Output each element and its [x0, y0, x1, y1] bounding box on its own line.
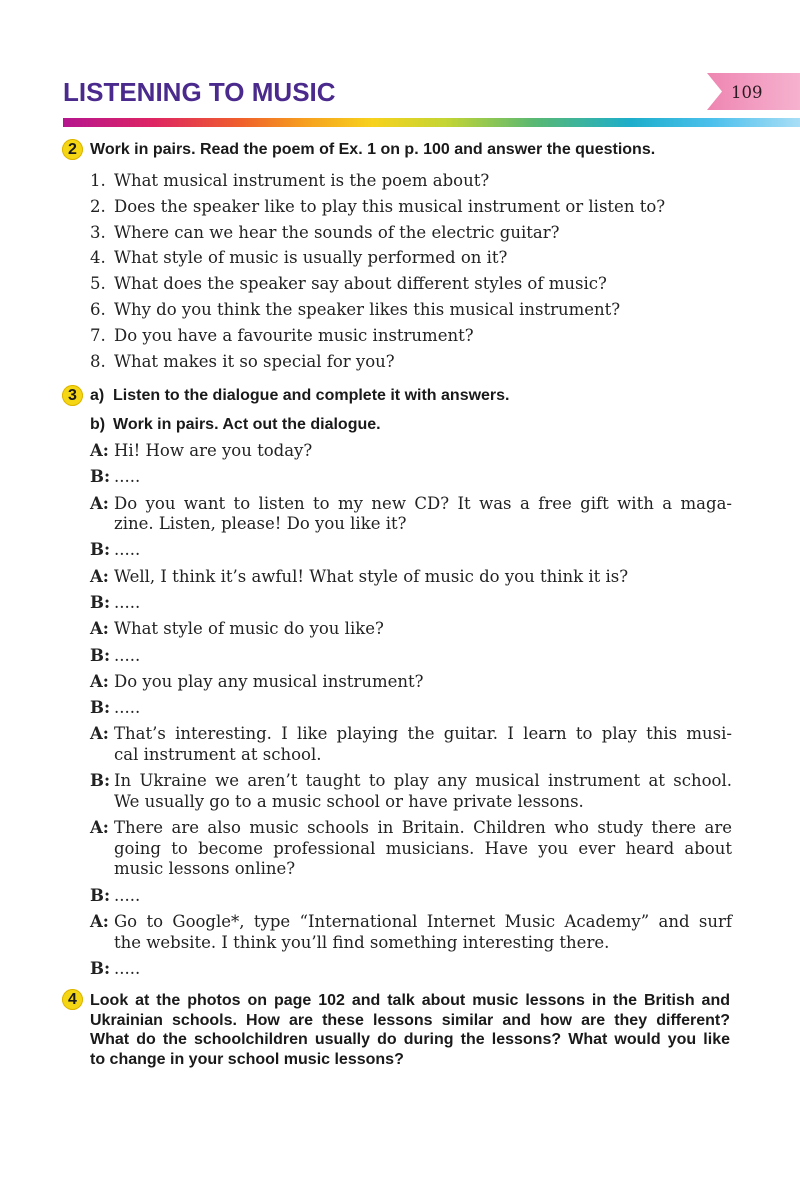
question-text: Where can we hear the sounds of the electric guitar? [114, 222, 560, 242]
dialogue-line [90, 959, 732, 980]
dialogue-line [90, 818, 732, 880]
speaker-label: A: [90, 818, 109, 838]
dialogue-line [90, 540, 732, 561]
question-number: 3. [90, 222, 106, 242]
dialogue-text: music lessons online? [114, 859, 296, 879]
part-a-label: a) [90, 387, 105, 404]
dialogue-line [90, 619, 732, 640]
speaker-label: A: [90, 671, 109, 691]
speaker-label: A: [90, 566, 109, 586]
question-number: 4. [90, 248, 106, 268]
page-title: LISTENING TO MUSIC [63, 77, 336, 107]
dialogue-line [90, 646, 732, 667]
dialogue-text: ..... [114, 698, 141, 718]
dialogue-text: the website. I think you’ll find something interesting there. [114, 932, 610, 952]
speaker-label: A: [90, 493, 109, 513]
question-number: 1. [90, 171, 106, 190]
question-text: Does the speaker like to play this musical instrument or listen to? [114, 196, 666, 216]
dialogue-line [90, 912, 732, 953]
dialogue-line [90, 724, 732, 765]
dialogue-text: cal instrument at school. [114, 745, 322, 764]
exercise-3-badge: 3 [62, 385, 83, 406]
question-number: 8. [90, 351, 106, 371]
page-number: 109 [731, 83, 763, 102]
speaker-label: B: [90, 593, 111, 612]
dialogue-text: ..... [114, 593, 141, 612]
dialogue-text: ..... [114, 645, 141, 665]
question-text: What style of music is usually performed on it? [114, 248, 508, 268]
dialogue-text: Do you want to listen to my new CD? It was a free gift with a maga- [114, 493, 732, 513]
exercise-4-line: Look at the photos on page 102 and talk about music lessons in the British and [90, 992, 730, 1009]
question-item [90, 245, 665, 271]
dialogue-text: going to become professional musicians. Have you ever heard about [114, 838, 732, 858]
question-text: What musical instrument is the poem about? [114, 171, 490, 190]
dialogue-text: We usually go to a music school or have private lessons. [114, 791, 584, 811]
part-b-label: b) [90, 416, 106, 433]
exercise-3b-instruction [90, 415, 381, 435]
part-b-text: Work in pairs. Act out the dialogue. [113, 416, 381, 433]
speaker-label: B: [90, 958, 111, 978]
exercise-2-instruction: Work in pairs. Read the poem of Ex. 1 on p. 100 and answer the questions. [90, 141, 656, 158]
dialogue-text: zine. Listen, please! Do you like it? [114, 514, 407, 534]
speaker-label: B: [90, 885, 111, 905]
dialogue-text: Go to Google*, type “International Internet Music Academy” and surf [114, 911, 732, 931]
dialogue-line [90, 672, 732, 693]
dialogue-text: That’s interesting. I like playing the guitar. I learn to play this musi- [114, 724, 732, 744]
question-text: What does the speaker say about different styles of music? [114, 274, 607, 294]
dialogue-line [90, 593, 732, 614]
speaker-label: A: [90, 911, 109, 931]
dialogue-line [90, 771, 732, 812]
dialogue-line [90, 467, 732, 488]
dialogue-line [90, 886, 732, 907]
question-text: Do you have a favourite music instrument? [114, 325, 474, 345]
question-text: Why do you think the speaker likes this musical instrument? [114, 299, 621, 319]
rainbow-divider [63, 118, 800, 127]
exercise-4-instruction [90, 991, 730, 1069]
question-item [90, 349, 665, 375]
question-text: What makes it so special for you? [114, 351, 395, 371]
exercise-2-badge: 2 [62, 139, 83, 160]
dialogue-text: Well, I think it’s awful! What style of music do you think it is? [114, 566, 629, 586]
exercise-4-badge: 4 [62, 989, 83, 1010]
question-number: 5. [90, 274, 106, 294]
question-item [90, 168, 665, 194]
speaker-label: B: [90, 698, 111, 718]
speaker-label: B: [90, 540, 111, 560]
question-number: 2. [90, 196, 106, 216]
dialogue-line [90, 441, 732, 462]
exercise-4-line: Ukrainian schools. How are these lessons similar and how are they different? [90, 1011, 730, 1029]
dialogue-text: ..... [114, 540, 141, 560]
dialogue-text: Hi! How are you today? [114, 441, 313, 460]
part-a-text: Listen to the dialogue and complete it with answers. [113, 387, 510, 404]
exercise-4-line: to change in your school music lessons? [90, 1050, 404, 1068]
dialogue-text: What style of music do you like? [114, 619, 384, 639]
exercise-4-line: What do the schoolchildren usually do during the lessons? What would you like [90, 1031, 730, 1048]
speaker-label: A: [90, 724, 109, 744]
question-number: 7. [90, 325, 106, 345]
question-item [90, 220, 665, 246]
dialogue-text: In Ukraine we aren’t taught to play any musical instrument at school. [114, 771, 732, 791]
dialogue [90, 441, 732, 985]
speaker-label: B: [90, 645, 111, 665]
question-number: 6. [90, 299, 106, 319]
dialogue-line [90, 698, 732, 719]
dialogue-line [90, 494, 732, 535]
question-item [90, 297, 665, 323]
question-list [90, 168, 665, 374]
speaker-label: A: [90, 619, 109, 639]
question-item [90, 323, 665, 349]
dialogue-line [90, 567, 732, 588]
speaker-label: B: [90, 467, 111, 487]
dialogue-text: ..... [114, 885, 141, 905]
speaker-label: B: [90, 771, 111, 791]
dialogue-text: ..... [114, 467, 141, 487]
dialogue-text: There are also music schools in Britain. Children who study there are [114, 818, 732, 838]
exercise-3a-instruction [90, 386, 510, 406]
question-item [90, 271, 665, 297]
dialogue-text: Do you play any musical instrument? [114, 671, 424, 691]
question-item [90, 194, 665, 220]
speaker-label: A: [90, 441, 109, 460]
dialogue-text: ..... [114, 958, 141, 978]
